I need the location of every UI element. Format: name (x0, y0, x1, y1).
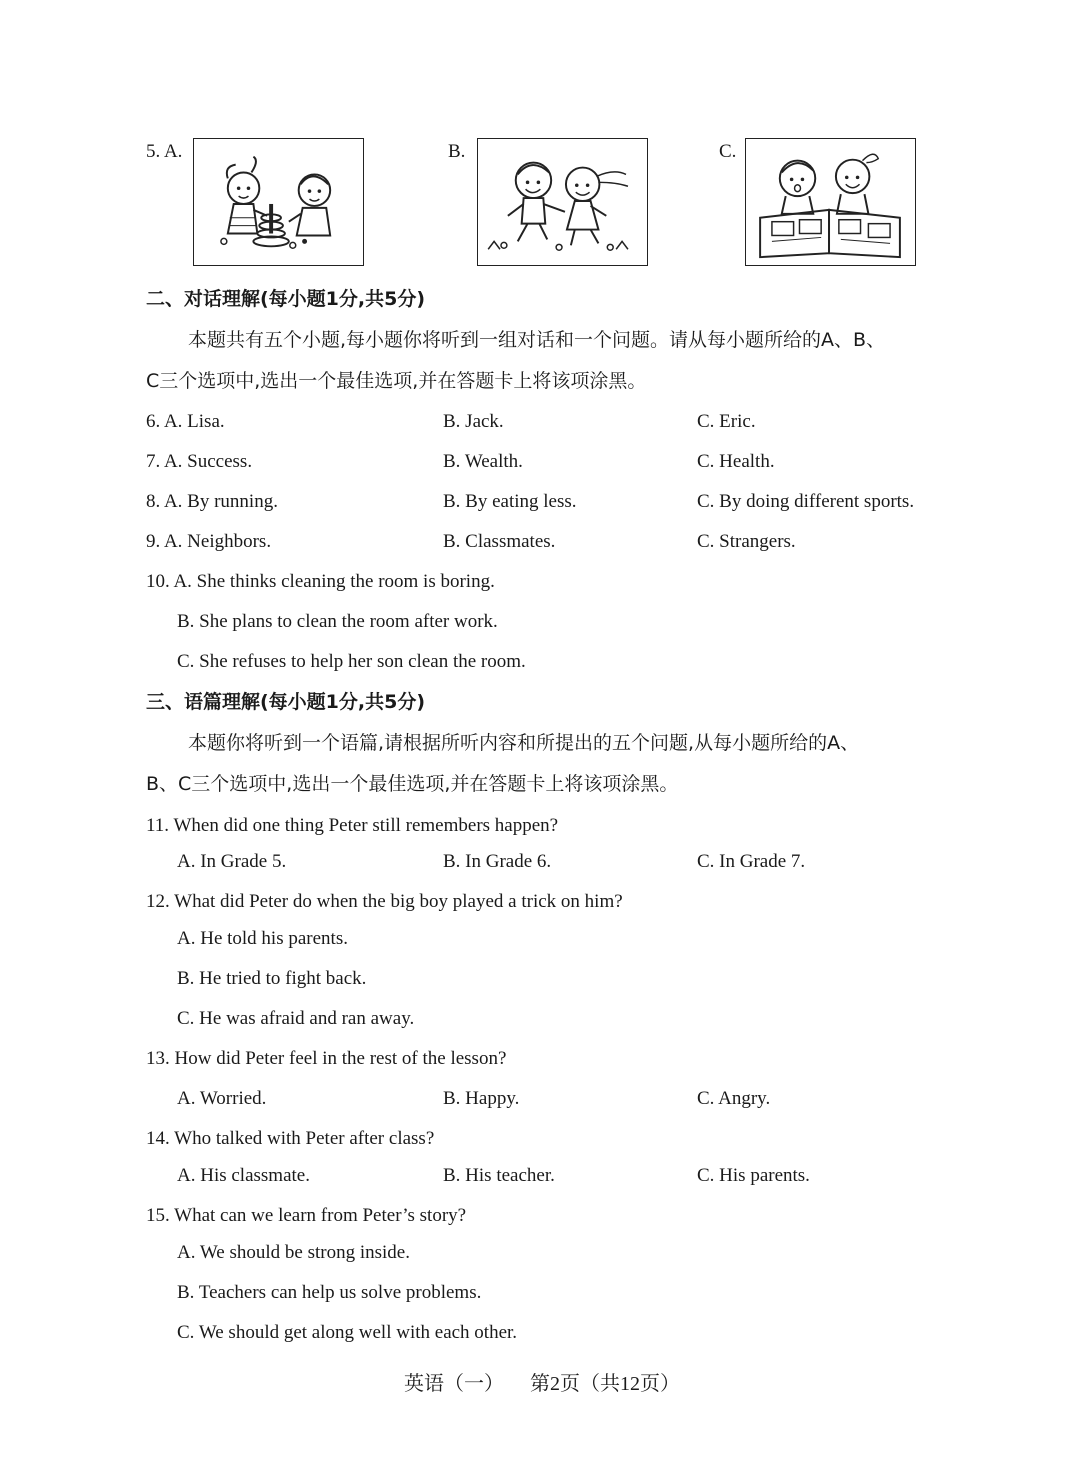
q10-option-c: C. She refuses to help her son clean the room. (177, 651, 526, 672)
q5-option-a-picture (193, 138, 364, 266)
section2-instruction-line2: C三个选项中,选出一个最佳选项,并在答题卡上将该项涂黑。 (146, 370, 647, 392)
q11-option-b: B. In Grade 6. (443, 851, 552, 872)
footer-page-number: 第2页（共12页） (530, 1373, 680, 1395)
q7-option-a: 7. A. Success. (146, 451, 253, 472)
section2-heading: 二、对话理解(每小题1分,共5分) (146, 288, 426, 310)
q12-option-c: C. He was afraid and ran away. (177, 1008, 415, 1029)
q8-option-b: B. By eating less. (443, 491, 577, 512)
section3-instruction-line2: B、C三个选项中,选出一个最佳选项,并在答题卡上将该项涂黑。 (146, 773, 679, 795)
q13-option-a: A. Worried. (177, 1088, 267, 1109)
q11-stem: 11. When did one thing Peter still remembers happen? (146, 815, 559, 836)
q10-option-b: B. She plans to clean the room after work. (177, 611, 498, 632)
q10-option-a: 10. A. She thinks cleaning the room is boring. (146, 571, 495, 592)
q8-option-c: C. By doing different sports. (697, 491, 915, 512)
q15-option-a: A. We should be strong inside. (177, 1242, 410, 1263)
q9-option-c: C. Strangers. (697, 531, 796, 552)
section3-heading: 三、语篇理解(每小题1分,共5分) (146, 691, 426, 713)
kids-running-illustration (478, 139, 647, 265)
q14-stem: 14. Who talked with Peter after class? (146, 1128, 435, 1149)
q11-option-a: A. In Grade 5. (177, 851, 287, 872)
q9-option-b: B. Classmates. (443, 531, 556, 552)
q9-option-a: 9. A. Neighbors. (146, 531, 272, 552)
section3-instruction-line1: 本题你将听到一个语篇,请根据所听内容和所提出的五个问题,从每小题所给的A、 (188, 732, 860, 754)
q13-option-c: C. Angry. (697, 1088, 771, 1109)
q14-option-a: A. His classmate. (177, 1165, 310, 1186)
q15-option-b: B. Teachers can help us solve problems. (177, 1282, 482, 1303)
q12-option-a: A. He told his parents. (177, 928, 348, 949)
q7-option-c: C. Health. (697, 451, 775, 472)
kids-reading-book-illustration (746, 139, 915, 265)
q5-option-c-picture (745, 138, 916, 266)
q5-option-b-picture (477, 138, 648, 266)
q5-option-c-label: C. (719, 141, 737, 162)
footer-subject: 英语（一） (404, 1373, 504, 1395)
q8-option-a: 8. A. By running. (146, 491, 278, 512)
section2-instruction-line1: 本题共有五个小题,每小题你将听到一组对话和一个问题。请从每小题所给的A、B、 (188, 329, 886, 351)
q14-option-b: B. His teacher. (443, 1165, 555, 1186)
q6-option-b: B. Jack. (443, 411, 504, 432)
q5-option-a-label: 5. A. (146, 141, 183, 162)
kids-playing-toys-illustration (194, 139, 363, 265)
q5-option-b-label: B. (448, 141, 466, 162)
q15-stem: 15. What can we learn from Peter’s story? (146, 1205, 467, 1226)
q12-stem: 12. What did Peter do when the big boy played a trick on him? (146, 891, 623, 912)
q12-option-b: B. He tried to fight back. (177, 968, 367, 989)
q15-option-c: C. We should get along well with each other. (177, 1322, 518, 1343)
q11-option-c: C. In Grade 7. (697, 851, 806, 872)
q7-option-b: B. Wealth. (443, 451, 523, 472)
q14-option-c: C. His parents. (697, 1165, 810, 1186)
q6-option-a: 6. A. Lisa. (146, 411, 225, 432)
q13-option-b: B. Happy. (443, 1088, 520, 1109)
q6-option-c: C. Eric. (697, 411, 756, 432)
q13-stem: 13. How did Peter feel in the rest of the lesson? (146, 1048, 507, 1069)
